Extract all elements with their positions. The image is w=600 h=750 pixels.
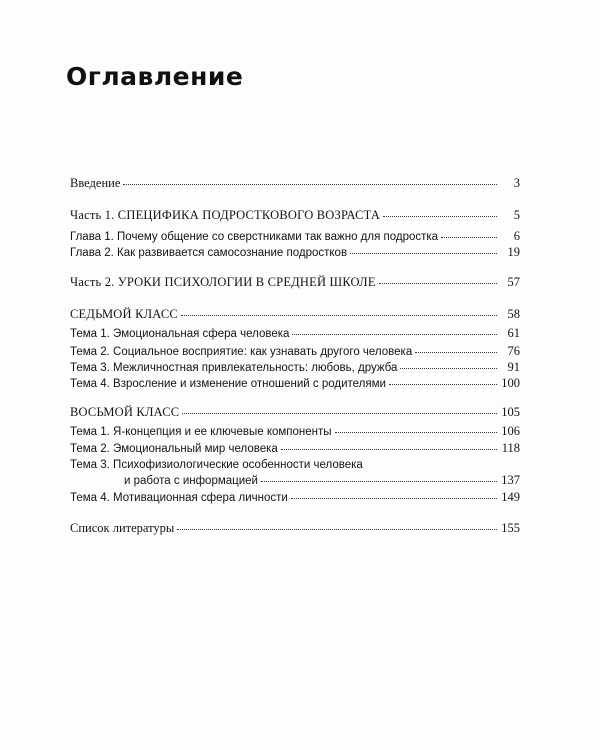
toc-entry-label: Тема 2. Эмоциональный мир человека xyxy=(70,443,278,455)
toc-entry-topic-7-1[interactable] xyxy=(70,326,520,342)
toc-entry-label: Часть 1. СПЕЦИФИКА ПОДРОСТКОВОГО ВОЗРАСТА xyxy=(70,208,381,222)
toc-entry-label: Введение xyxy=(70,176,121,190)
toc-entry-label: Тема 4. Взросление и изменение отношений с родителями xyxy=(70,378,386,390)
toc-entry-label-line-1: Тема 3. Психофизиологические особенности человека xyxy=(70,459,363,471)
toc-entry-label: Тема 4. Мотивационная сфера личности xyxy=(70,492,288,504)
toc-page-number: 61 xyxy=(507,326,520,340)
dot-leader xyxy=(181,314,497,316)
dot-leader xyxy=(389,383,497,385)
toc-page-number: 5 xyxy=(513,208,520,222)
dot-leader xyxy=(261,480,497,482)
toc-page-number: 100 xyxy=(501,376,520,390)
toc-entry-label: и работа с информацией xyxy=(124,475,258,487)
toc-page-number: 6 xyxy=(513,229,520,243)
toc-page-number: 118 xyxy=(501,441,520,455)
toc-entry-label: Тема 2. Социальное восприятие: как узнавать другого человека xyxy=(70,346,413,358)
toc-entry-chapter-1[interactable] xyxy=(70,229,520,245)
toc-page-number: 137 xyxy=(501,473,520,487)
dot-leader xyxy=(400,367,497,369)
dot-leader xyxy=(177,528,497,530)
toc-entry-chapter-2[interactable] xyxy=(70,245,520,261)
dot-leader xyxy=(383,215,497,217)
dot-leader xyxy=(335,431,497,433)
dot-leader xyxy=(123,183,497,185)
dot-leader xyxy=(350,252,497,254)
toc-entry-seventh-grade[interactable] xyxy=(70,307,520,322)
toc-entry-topic-8-2[interactable] xyxy=(70,441,520,457)
dot-leader xyxy=(292,333,497,335)
toc-entry-label: ВОСЬМОЙ КЛАСС xyxy=(70,405,180,419)
dot-leader xyxy=(281,448,497,450)
toc-entry-topic-8-1[interactable] xyxy=(70,424,520,440)
toc-entry-bibliography[interactable] xyxy=(70,521,520,536)
dot-leader xyxy=(415,351,497,353)
dot-leader xyxy=(441,236,497,238)
toc-entry-label: Глава 1. Почему общение со сверстниками так важно для подростка xyxy=(70,231,439,243)
toc-page-number: 58 xyxy=(507,307,520,321)
toc-page-number: 155 xyxy=(501,521,520,535)
toc-entry-label: Список литературы xyxy=(70,521,175,535)
toc-entry-topic-7-3[interactable] xyxy=(70,360,520,376)
toc-page-number: 3 xyxy=(513,176,520,190)
toc-entry-topic-8-4[interactable] xyxy=(70,490,520,506)
toc-page-number: 106 xyxy=(501,424,520,438)
toc-entry-label: СЕДЬМОЙ КЛАСС xyxy=(70,307,178,321)
toc-entry-introduction[interactable] xyxy=(70,176,520,191)
toc-entry-label: Часть 2. УРОКИ ПСИХОЛОГИИ В СРЕДНЕЙ ШКОЛЕ xyxy=(70,275,376,289)
toc-entry-eighth-grade[interactable] xyxy=(70,405,520,420)
toc-entry-label: Тема 1. Я-концепция и ее ключевые компоненты xyxy=(70,426,332,438)
toc-page-number: 105 xyxy=(501,405,520,419)
toc-page-number: 149 xyxy=(501,490,520,504)
toc-page-number: 91 xyxy=(507,360,520,374)
dot-leader xyxy=(182,412,497,414)
page-title: Оглавление xyxy=(66,62,244,91)
toc-entry-label: Глава 2. Как развивается самосознание подростков xyxy=(70,247,348,259)
toc-page-number: 76 xyxy=(507,344,520,358)
toc-entry-label: Тема 1. Эмоциональная сфера человека xyxy=(70,328,290,340)
toc-entry-label: Тема 3. Межличностная привлекательность: любовь, дружба xyxy=(70,362,398,374)
toc-entry-topic-7-2[interactable] xyxy=(70,344,520,360)
dot-leader xyxy=(291,497,497,499)
toc-page-number: 19 xyxy=(507,245,520,259)
toc-entry-part-2[interactable] xyxy=(70,275,520,290)
dot-leader xyxy=(379,282,497,284)
toc-page-number: 57 xyxy=(507,275,520,289)
toc-entry-topic-7-4[interactable] xyxy=(70,376,520,392)
toc-entry-part-1[interactable] xyxy=(70,208,520,223)
toc-entry-topic-8-3[interactable] xyxy=(70,458,520,489)
